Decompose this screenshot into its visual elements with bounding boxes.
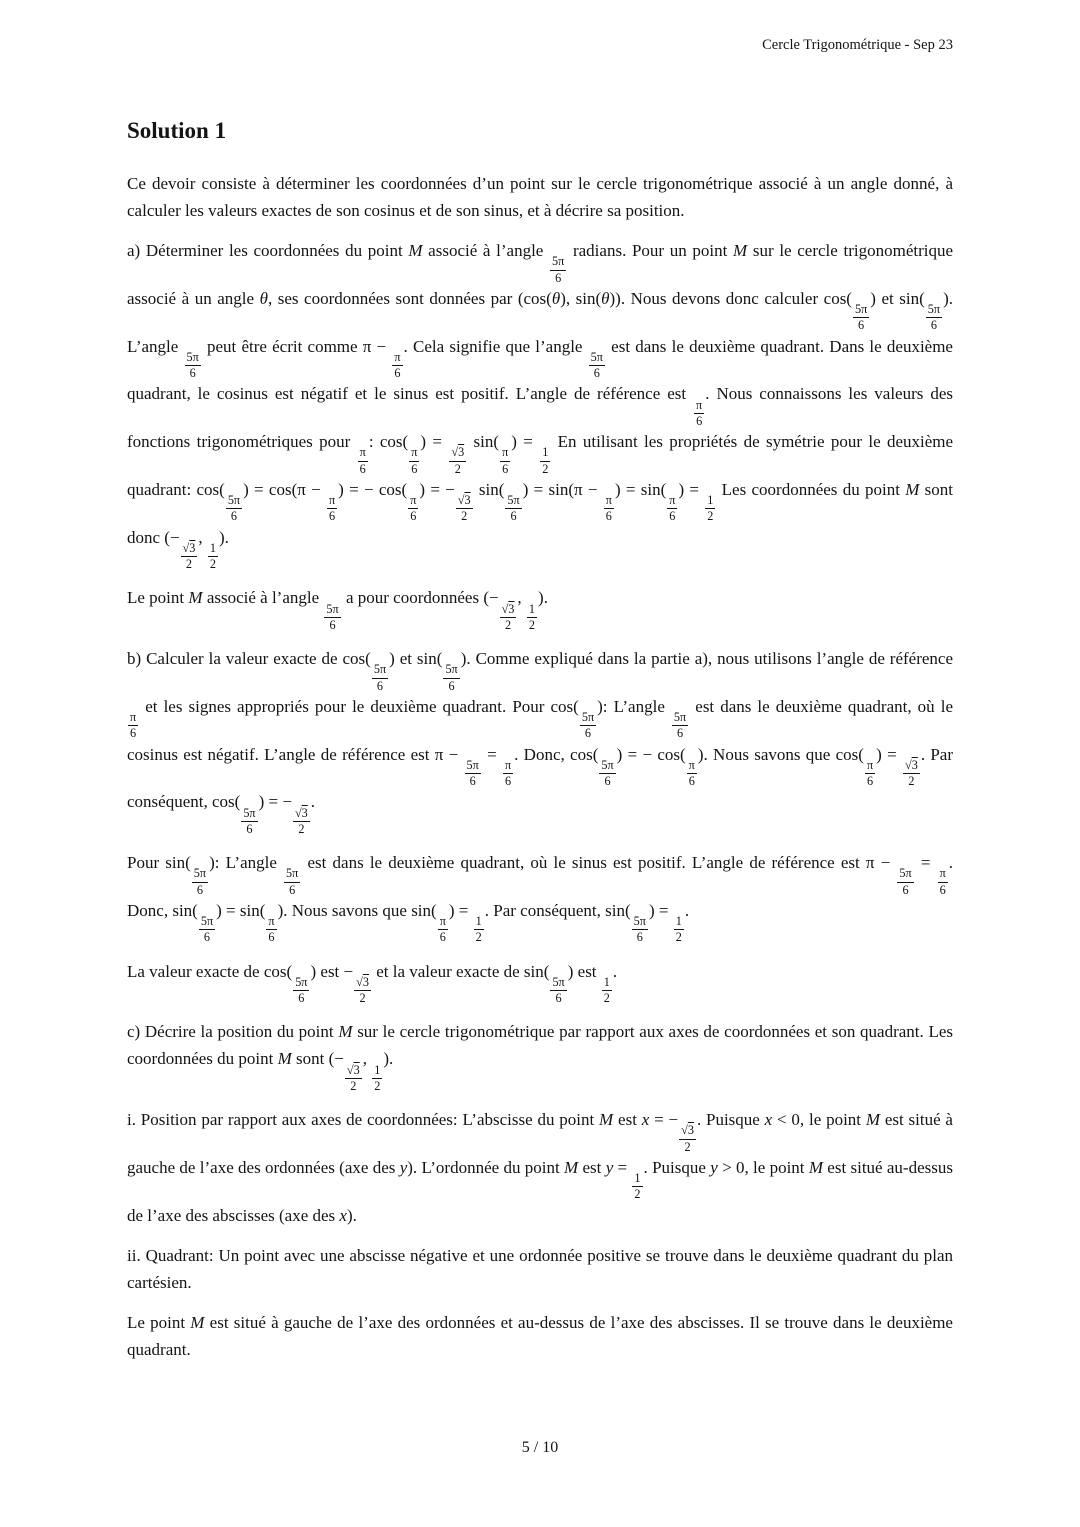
part-c-i-paragraph: i. Position par rapport aux axes de coordonnées: L’abscisse du point M est x = − $\frac{√3}{2}$ . Puisque x < 0, le point M est situé à gauche de l’axe des ordonnées (axe des y). L’ordonnée du point M est y = $\frac{1}{2}$ . Puisque y > 0, le point M est situé au-dessus de l’axe des abscisses (axe des x). — [127, 1110, 953, 1225]
part-b-cos-paragraph: b) Calculer la valeur exacte de cos( $\frac{5\pi}{6}$ ) et sin( $\frac{5\pi}{6}$ ). Comme expliqué dans la partie a), nous utilisons l’angle de référence $\frac{\pi}{6}$ et les signes appropriés pour le deuxième quadrant. Pour cos( $\frac{5\pi}{6}$ ): L’angle $\frac{5\pi}{6}$ est dans le deuxième quadrant, où le cosinus est négatif. L’angle de référence est π − $\frac{5\pi}{6}$ = $\frac{\pi}{6}$ . Donc, cos( $\frac{5\pi}{6}$ ) = − cos( $\frac{\pi}{6}$ ). Nous savons que cos( $\frac{\pi}{6}$ ) = $\frac{√3}{2}$ . Par conséquent, cos( $\frac{5\pi}{6}$ ) = − $\frac{√3}{2}$ . — [127, 649, 954, 836]
part-c-ii-paragraph: ii. Quadrant: Un point avec une abscisse négative et une ordonnée positive se trouve dans le deuxième quadrant du plan cartésien. — [127, 1245, 953, 1292]
answer-a-paragraph: Le point M associé à l’angle $\frac{5\pi}{6}$ a pour coordonnées (− $\frac{√3}{2}$ , $\frac{1}{2}$ ). — [127, 588, 548, 632]
answer-b-paragraph: La valeur exacte de cos( $\frac{5\pi}{6}$ ) est − $\frac{√3}{2}$ et la valeur exacte de sin( $\frac{5\pi}{6}$ ) est $\frac{1}{2}$ . — [127, 961, 618, 1006]
part-c-paragraph: c) Décrire la position du point M sur le cercle trigonométrique par rapport aux axes de coordonnées et son quadrant. Les coordonnées du point M sont (− $\frac{√3}{2}$ , $\frac{1}{2}$ ). — [127, 1022, 953, 1093]
solution-intro-paragraph: Ce devoir consiste à déterminer les coordonnées d’un point sur le cercle trigonométrique associé à un angle donné, à calculer les valeurs exactes de son cosinus et de son sinus, et à décrire sa position. — [127, 174, 953, 220]
solution-title: Solution 1 — [127, 118, 227, 143]
document-header: Cercle Trigonométrique - Sep 23 — [762, 37, 953, 53]
part-b-sin-paragraph: Pour sin( $\frac{5\pi}{6}$ ): L’angle $\frac{5\pi}{6}$ est dans le deuxième quadrant, où le sinus est positif. L’angle de référence est π − $\frac{5\pi}{6}$ = $\frac{\pi}{6}$ . Donc, sin( $\frac{5\pi}{6}$ ) = sin( $\frac{\pi}{6}$ ). Nous savons que sin( $\frac{\pi}{6}$ ) = $\frac{1}{2}$ . Par conséquent, sin( $\frac{5\pi}{6}$ ) = $\frac{1}{2}$ . — [127, 853, 953, 945]
part-a-paragraph: a) Déterminer les coordonnées du point M associé à l’angle $\frac{5\pi}{6}$ radians. Pour un point M sur le cercle trigonométrique associé à un angle θ, ses coordonnées sont données par (cos(θ), sin(θ)). Nous devons donc calculer cos( $\frac{5\pi}{6}$ ) et sin( $\frac{5\pi}{6}$ ). L’angle $\frac{5\pi}{6}$ peut être écrit comme π − $\frac{\pi}{6}$ . Cela signifie que l’angle $\frac{5\pi}{6}$ est dans le deuxième quadrant. Dans le deuxième quadrant, le cosinus est négatif et le sinus est positif. L’angle de référence est $\frac{\pi}{6}$ . Nous connaissons les valeurs des fonctions trigonométriques pour $\frac{\pi}{6}$ : cos( $\frac{\pi}{6}$ ) = $\frac{√3}{2}$ sin( $\frac{\pi}{6}$ ) = $\frac{1}{2}$ En utilisant les propriétés de symétrie pour le deuxième quadrant: cos( $\frac{5\pi}{6}$ ) = cos(π − $\frac{\pi}{6}$ ) = − cos( $\frac{\pi}{6}$ ) = − $\frac{√3}{2}$ sin( $\frac{5\pi}{6}$ ) = sin(π − $\frac{\pi}{6}$ ) = sin( $\frac{\pi}{6}$ ) = $\frac{1}{2}$ Les coordonnées du point M sont donc (− $\frac{√3}{2}$ , $\frac{1}{2}$ ). — [127, 241, 954, 572]
page-number: 5 / 10 — [521, 1439, 559, 1456]
answer-c-paragraph: Le point M est situé à gauche de l’axe des ordonnées et au-dessus de l’axe des abscisses. Il se trouve dans le deuxième quadrant. — [127, 1312, 953, 1359]
document-content — [127, 118, 953, 1376]
